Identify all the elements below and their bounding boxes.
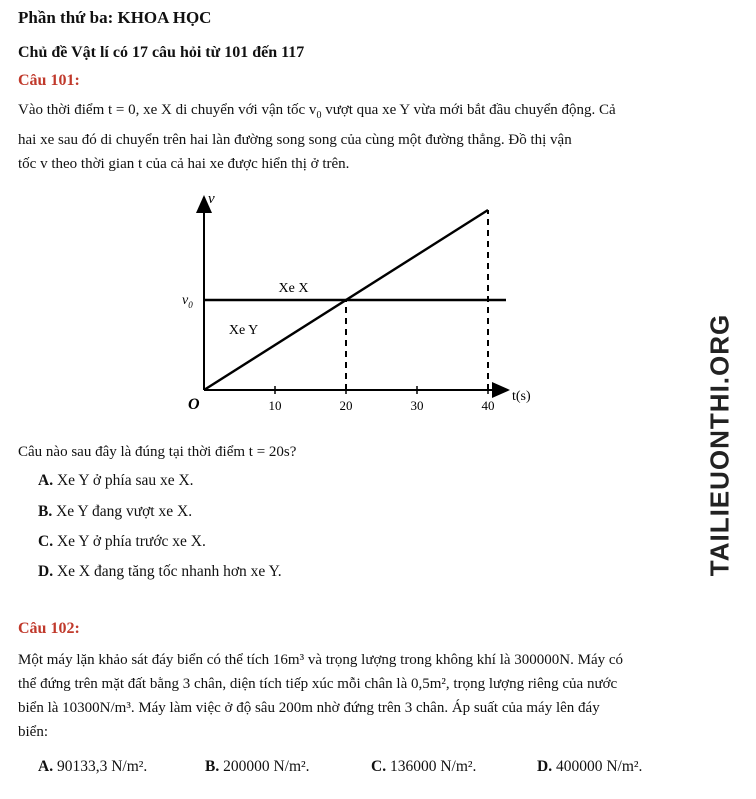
- q102-answer-c[interactable]: [371, 758, 476, 776]
- option-b-text: Xe Y đang vượt xe X.: [52, 503, 193, 520]
- q101-line1-sub: 0: [316, 110, 322, 121]
- q101-line1-a: Vào thời điểm t = 0, xe X di chuyển với vận tốc v: [18, 102, 317, 118]
- answer-a-text: 90133,3 N/m².: [53, 758, 148, 775]
- option-d-text: Xe X đang tăng tốc nhanh hơn xe Y.: [53, 563, 282, 580]
- question-101-label: Câu 101:: [18, 72, 80, 89]
- question-102-label: Câu 102:: [18, 620, 80, 637]
- q102-answer-b[interactable]: [205, 758, 310, 776]
- question-102-text: [18, 648, 688, 744]
- answer-c-text: 136000 N/m².: [386, 758, 477, 775]
- answer-c-letter: C.: [371, 758, 387, 775]
- q101-line3: tốc v theo thời gian t của cả hai xe được hiển thị ở trên.: [18, 156, 350, 172]
- part-title: Phần thứ ba: KHOA HỌC: [18, 8, 212, 27]
- option-c-letter: C.: [38, 533, 54, 550]
- q102-line2: thể đứng trên mặt đất bằng 3 chân, diện tích tiếp xúc mỗi chân là 0,5m², trọng lượng riêng của nước: [18, 676, 618, 692]
- topic-title: Chủ đề Vật lí có 17 câu hỏi từ 101 đến 117: [18, 44, 305, 61]
- option-c-text: Xe Y ở phía trước xe X.: [53, 533, 206, 550]
- origin-label: O: [188, 396, 200, 413]
- answer-b-text: 200000 N/m².: [219, 758, 310, 775]
- velocity-time-chart: [180, 185, 540, 420]
- answer-b-letter: B.: [205, 758, 220, 775]
- option-b-letter: B.: [38, 503, 53, 520]
- q102-line3: biển là 10300N/m³. Máy làm việc ở độ sâu 200m nhờ đứng trên 3 chân. Áp suất của máy lên đáy: [18, 700, 600, 716]
- q101-option-a[interactable]: [38, 472, 194, 490]
- q101-option-c[interactable]: [38, 533, 206, 551]
- y-axis-label: v: [208, 191, 215, 207]
- q101-line1: [18, 98, 688, 128]
- option-a-text: Xe Y ở phía sau xe X.: [53, 472, 194, 489]
- watermark-text: TAILIEUONTHI.ORG: [704, 313, 735, 577]
- q102-line1: Một máy lặn khảo sát đáy biển có thể tích 16m³ và trọng lượng trong không khí là 300000N. Máy có: [18, 652, 624, 668]
- answer-a-letter: A.: [38, 758, 54, 775]
- v0-label: $v_0$: [182, 293, 193, 310]
- q101-question: Câu nào sau đây là đúng tại thời điểm t = 20s?: [18, 444, 297, 460]
- q102-answer-d[interactable]: [537, 758, 642, 776]
- x-tick-label-40: 40: [481, 398, 495, 413]
- question-101-text: [18, 98, 688, 176]
- option-a-letter: A.: [38, 472, 54, 489]
- q101-line1-b: vượt qua xe Y vừa mới bắt đầu chuyển động. Cả: [321, 102, 616, 118]
- answer-d-text: 400000 N/m².: [552, 758, 643, 775]
- q102-line4: biển:: [18, 724, 48, 740]
- q101-option-d[interactable]: [38, 563, 282, 581]
- series-label-xe-y: Xe Y: [228, 323, 259, 339]
- q101-option-b[interactable]: [38, 503, 192, 521]
- option-d-letter: D.: [38, 563, 54, 580]
- answer-d-letter: D.: [537, 758, 553, 775]
- x-tick-label-10: 10: [268, 398, 282, 413]
- x-tick-label-30: 30: [410, 398, 424, 413]
- x-tick-label-20: 20: [339, 398, 353, 413]
- x-axis-label: t(s): [512, 389, 531, 404]
- watermark: [690, 280, 750, 610]
- q101-line2: hai xe sau đó di chuyển trên hai làn đường song song của cùng một đường thẳng. Đồ thị vận: [18, 132, 572, 148]
- q102-answer-a[interactable]: [38, 758, 147, 776]
- series-label-xe-x: Xe X: [278, 281, 309, 296]
